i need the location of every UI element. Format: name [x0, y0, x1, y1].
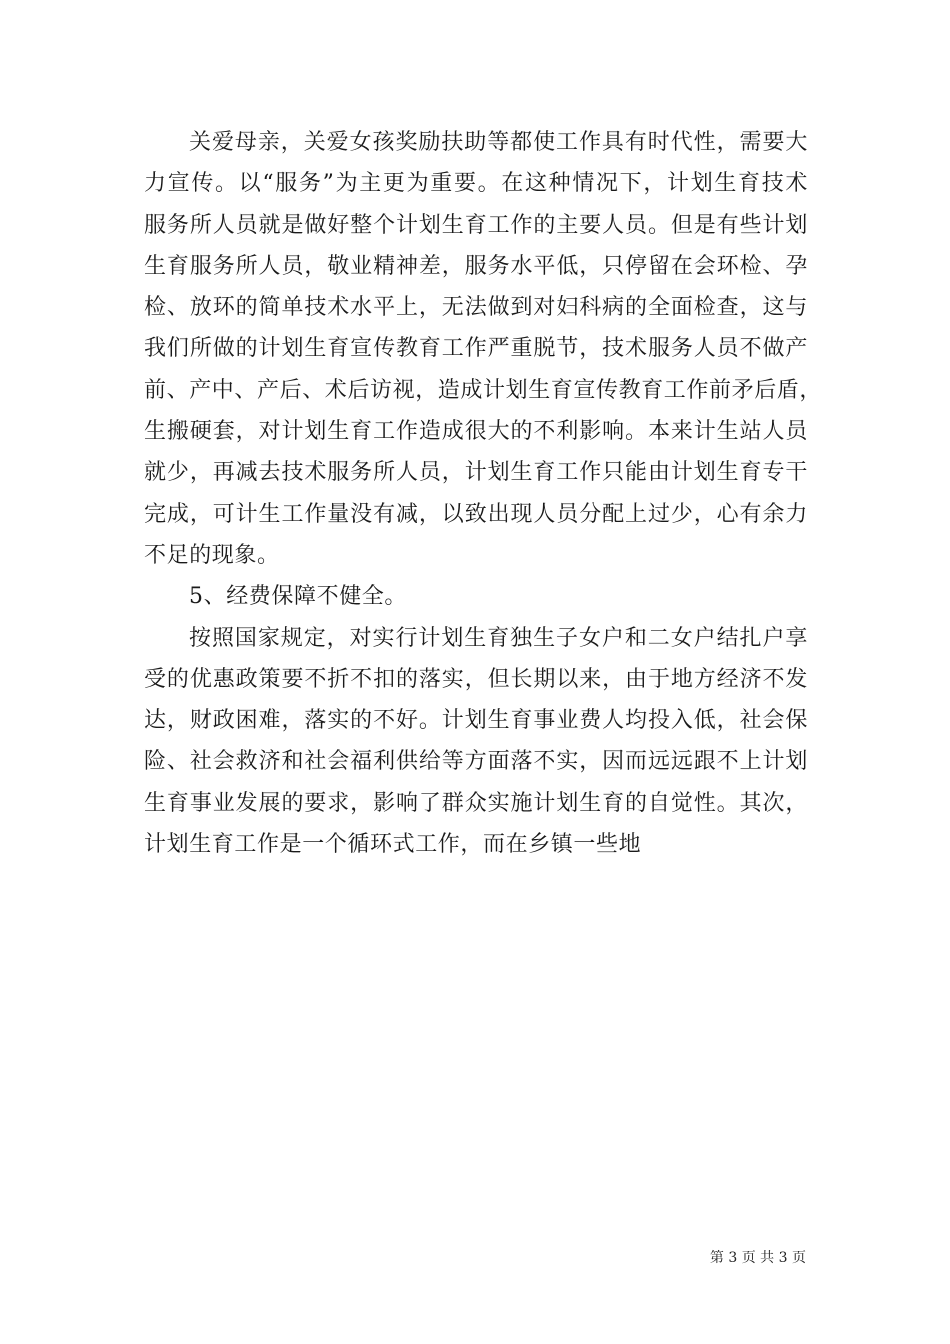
paragraph-3-line: 生育事业发展的要求，影响了群众实施计划生育的自觉性。其次，: [144, 790, 808, 816]
paragraph-1-line: 服务所人员就是做好整个计划生育工作的主要人员。但是有些计划: [144, 212, 808, 238]
paragraph-1-line: 完成，可计生工作量没有减，以致出现人员分配上过少，心有余力: [144, 501, 808, 527]
document-body: [144, 122, 823, 865]
paragraph-1-line: 我们所做的计划生育宣传教育工作严重脱节，技术服务人员不做产: [144, 336, 808, 362]
paragraph-3-line: 险、社会救济和社会福利供给等方面落不实，因而远远跟不上计划: [144, 749, 808, 775]
section-heading: 5、经费保障不健全。: [189, 584, 407, 610]
paragraph-1-line: 生搬硬套，对计划生育工作造成很大的不利影响。本来计生站人员: [144, 419, 808, 445]
paragraph-1-line: 力宣传。以“服务”为主更为重要。在这种情况下，计划生育技术: [144, 171, 808, 197]
paragraph-1-line: 检、放环的简单技术水平上，无法做到对妇科病的全面检查，这与: [144, 295, 808, 321]
paragraph-3-line: 达，财政困难，落实的不好。计划生育事业费人均投入低，社会保: [144, 708, 808, 734]
paragraph-1-line: 前、产中、产后、术后访视，造成计划生育宣传教育工作前矛后盾，: [144, 377, 823, 403]
paragraph-3-line: 按照国家规定，对实行计划生育独生子女户和二女户结扎户享: [189, 625, 808, 651]
paragraph-1-line: 不足的现象。: [144, 542, 280, 568]
paragraph-1-line: 就少，再减去技术服务所人员，计划生育工作只能由计划生育专干: [144, 460, 808, 486]
paragraph-3-line: 受的优惠政策要不折不扣的落实，但长期以来，由于地方经济不发: [144, 666, 808, 692]
paragraph-1-line: 生育服务所人员，敬业精神差，服务水平低，只停留在会环检、孕: [144, 253, 808, 279]
paragraph-3-line: 计划生育工作是一个循环式工作，而在乡镇一些地: [144, 832, 642, 858]
page-number-footer: 第 3 页 共 3 页: [709, 1250, 806, 1266]
paragraph-1-line: 关爱母亲，关爱女孩奖励扶助等都使工作具有时代性，需要大: [189, 130, 808, 155]
